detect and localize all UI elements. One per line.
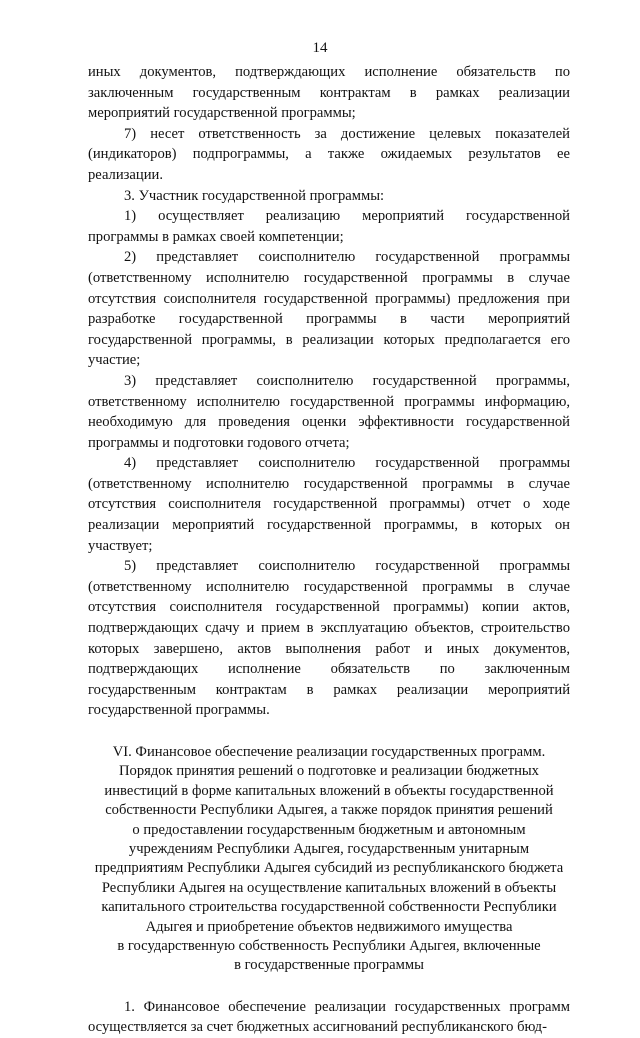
section-heading-line: о предоставлении государственным бюджетным и автономным bbox=[132, 821, 526, 838]
paragraph: 7) несет ответственность за достижение целевых показателей (индикаторов) подпрограммы, а также ожидаемых результатов ее реализации. bbox=[88, 125, 570, 183]
page-number: 14 bbox=[312, 40, 328, 56]
section-heading-line: инвестиций в форме капитальных вложений в объекты государственной bbox=[104, 782, 554, 799]
section-heading-line: предприятиям Республики Адыгея субсидий из республиканского бюджета bbox=[94, 860, 564, 877]
paragraph: 3. Участник государственной программы: bbox=[124, 187, 385, 204]
section-heading-line: в государственную собственность Республики Адыгея, включенные bbox=[117, 938, 541, 955]
paragraphs-after-heading bbox=[88, 997, 570, 1038]
section-heading-line: Порядок принятия решений о подготовке и реализации бюджетных bbox=[119, 763, 539, 780]
paragraph: 5) представляет соисполнителю государственной программы (ответственному исполнителю государственной программы в случае отсутствия соисполнителя государственной программы) копии актов, подтверждающих сдачу и прием в эксплуатацию объектов, строительство которых завершено, актов выполнения работ и иных документов, подтверждающих исполнение обязательств по заключенным государственным контрактам в рамках реализации мероприятий государственной программы. bbox=[88, 558, 570, 719]
paragraph: иных документов, подтверждающих исполнение обязательств по заключенным государственным контрактам в рамках реализации мероприятий государственной программы; bbox=[88, 64, 570, 122]
section-heading-line: VI. Финансовое обеспечение реализации государственных программ. bbox=[112, 744, 546, 760]
paragraph: 2) представляет соисполнителю государственной программы (ответственному исполнителю государственной программы в случае отсутствия соисполнителя государственной программы) предложения при разработке государственной программы в части мероприятий государственной программы, в реализации которых предполагается его участие; bbox=[88, 249, 570, 369]
section-heading-line: Республики Адыгея на осуществление капитальных вложений в объекты bbox=[101, 879, 557, 896]
paragraph: 1. Финансовое обеспечение реализации государственных программ осуществляется за счет бюджетных ассигнований республиканского бюд- bbox=[88, 998, 570, 1036]
document-body bbox=[88, 62, 570, 1038]
paragraph: 1) осуществляет реализацию мероприятий государственной программы в рамках своей компетенции; bbox=[88, 208, 570, 245]
section-heading bbox=[88, 743, 570, 976]
paragraphs-before-heading bbox=[88, 62, 570, 721]
paragraph: 4) представляет соисполнителю государственной программы (ответственному исполнителю государственной программы в случае отсутствия соисполнителя государственной программы) отчет о ходе реализации мероприятий государственной программы, в которых он участвует; bbox=[88, 455, 570, 554]
paragraph: 3) представляет соисполнителю государственной программы, ответственному исполнителю государственной программы информацию, необходимую для проведения оценки эффективности государственной программы и подготовки годового отчета; bbox=[88, 372, 570, 451]
section-heading-line: Адыгея и приобретение объектов недвижимого имущества bbox=[145, 918, 513, 935]
section-heading-line: учреждениям Республики Адыгея, государственным унитарным bbox=[128, 841, 530, 858]
section-heading-line: собственности Республики Адыгея, а также порядок принятия решений bbox=[105, 802, 553, 819]
section-heading-line: в государственные программы bbox=[234, 957, 424, 974]
section-heading-line: капитального строительства государственной собственности Республики bbox=[101, 899, 557, 916]
